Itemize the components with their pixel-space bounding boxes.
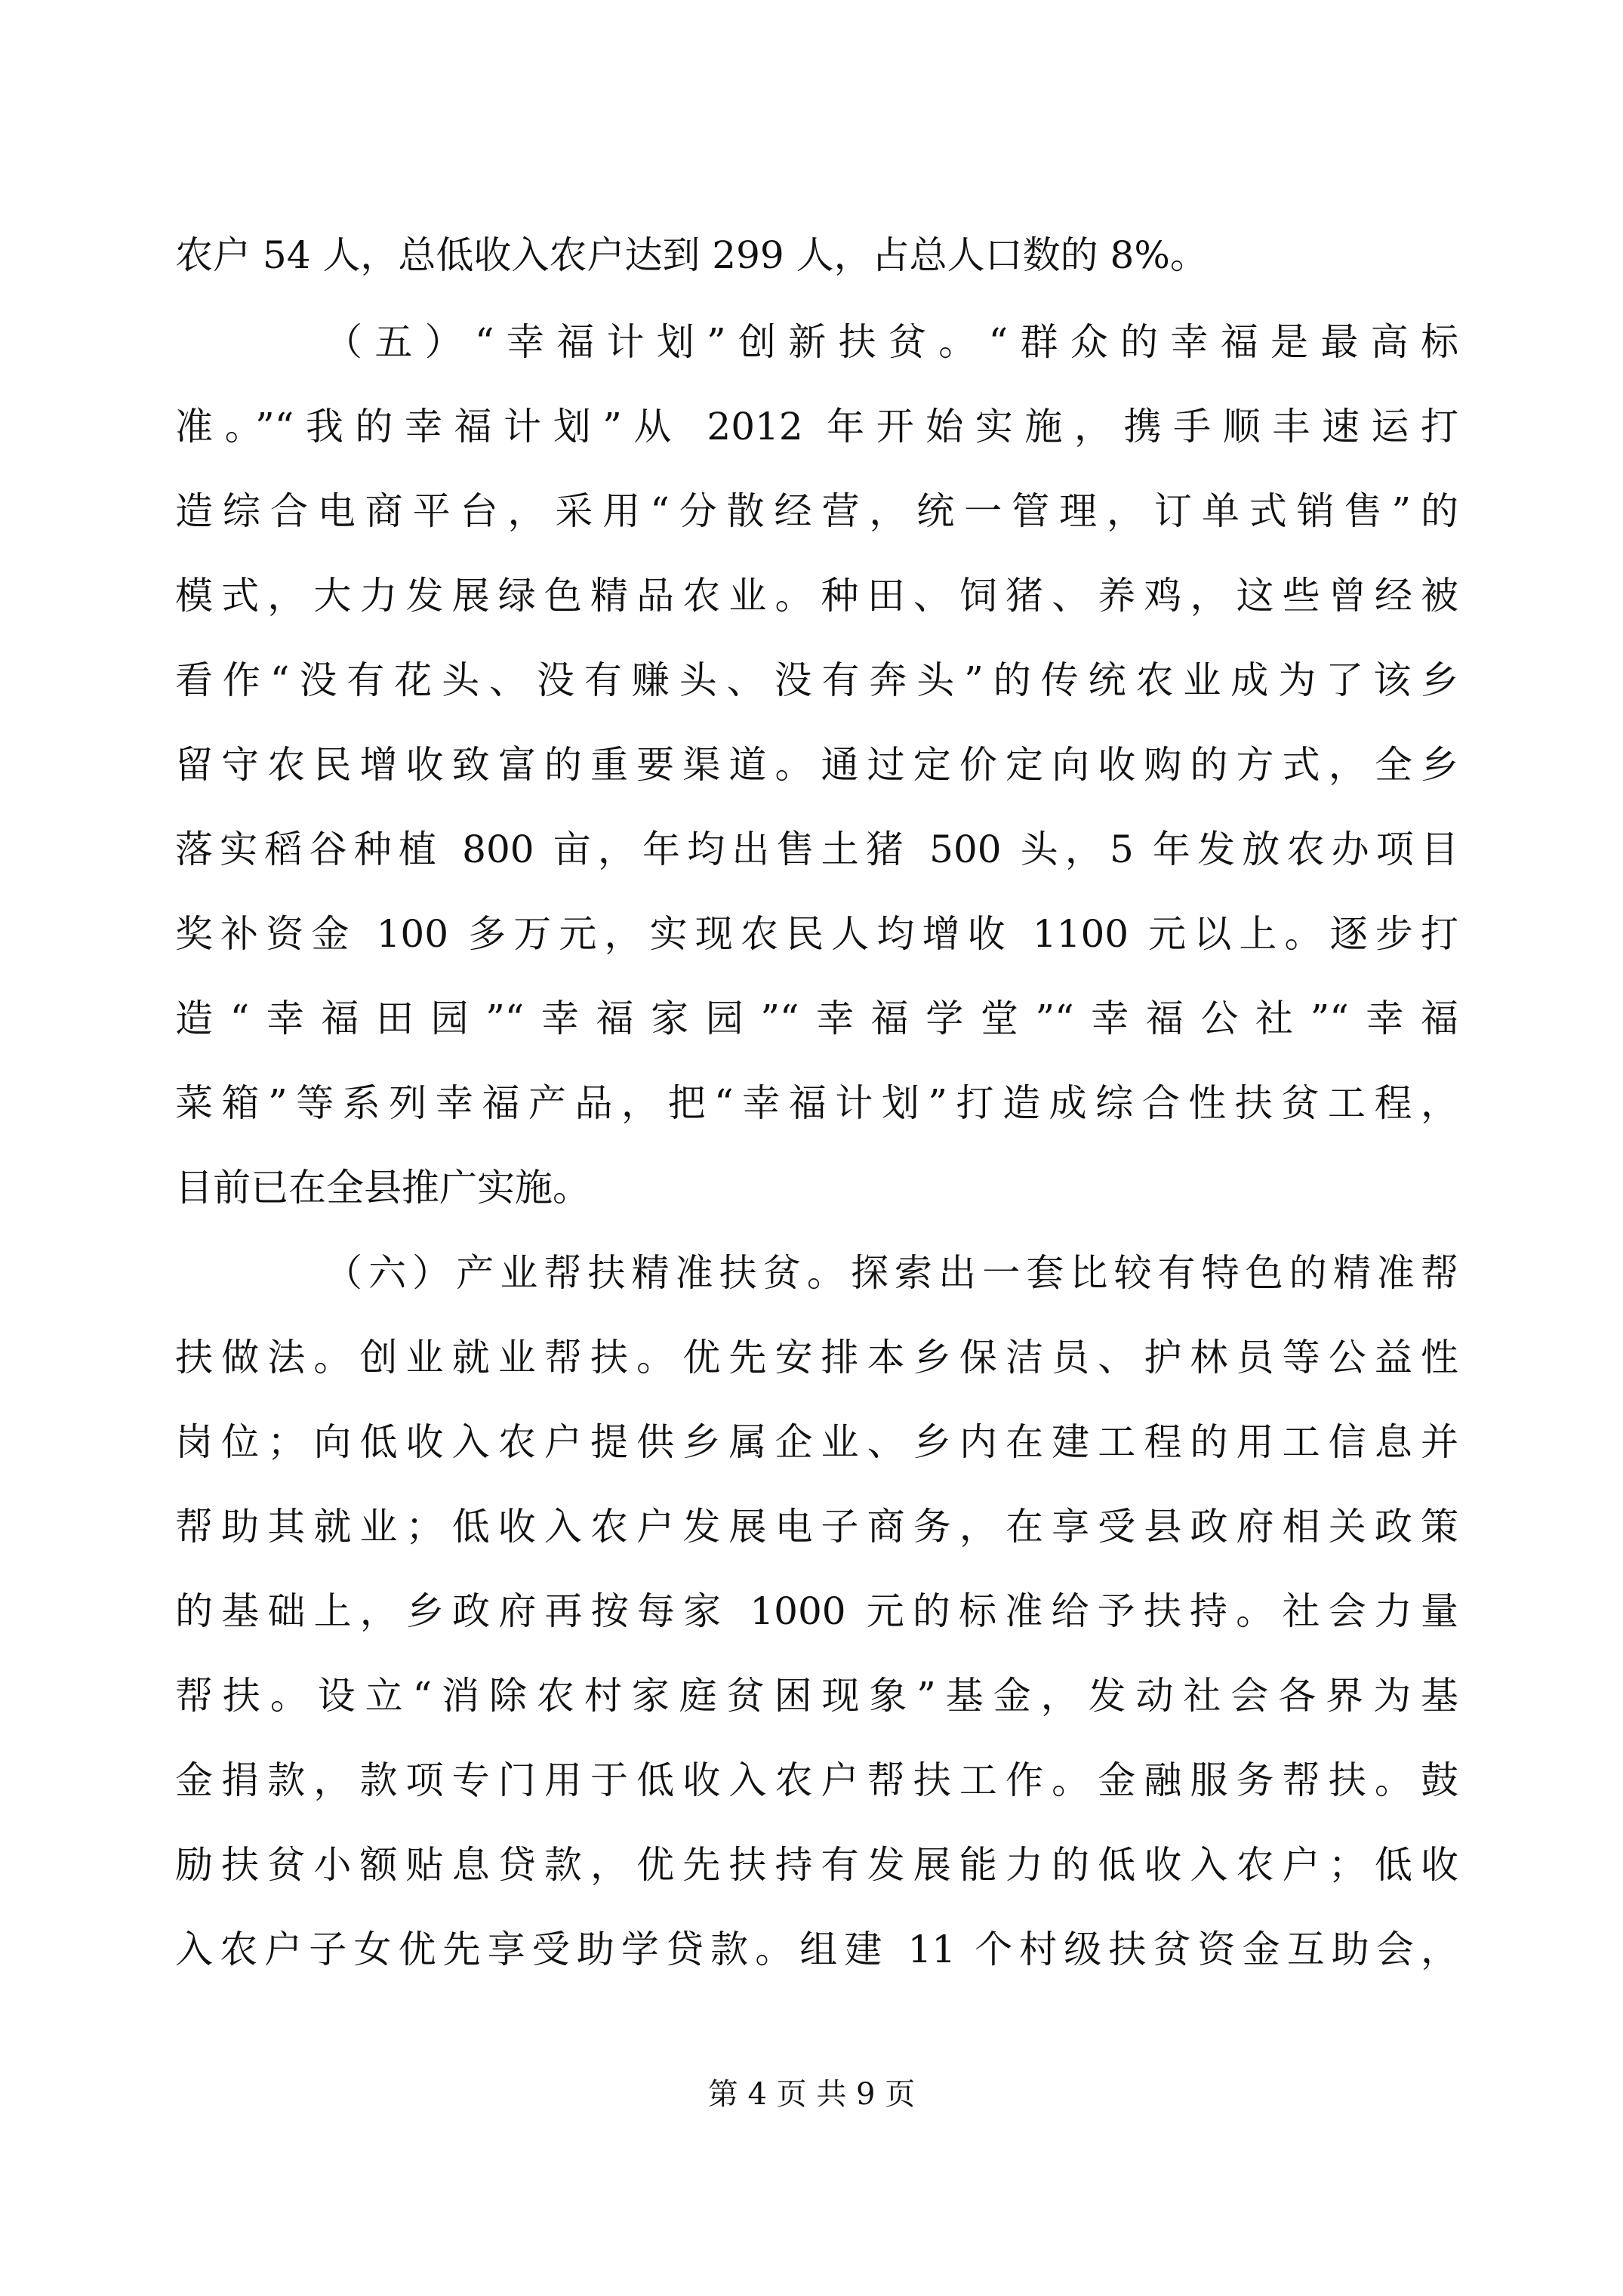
paragraph-line: 落实稻谷种植 800 亩，年均出售土猪 500 头，5 年发放农办项目 <box>175 827 1458 871</box>
paragraph-line: 模式，大力发展绿色精品农业。种田、饲猪、养鸡，这些曾经被 <box>175 574 1458 618</box>
paragraph-line: 准。”“我的幸福计划”从 2012 年开始实施，携手顺丰速运打 <box>175 405 1458 448</box>
paragraph-line: 看作“没有花头、没有赚头、没有奔头”的传统农业成为了该乡 <box>175 658 1458 702</box>
paragraph-line: 菜箱”等系列幸福产品，把“幸福计划”打造成综合性扶贫工程， <box>175 1081 1458 1125</box>
paragraph-line: 造综合电商平台，采用“分散经营，统一管理，订单式销售”的 <box>175 489 1458 533</box>
paragraph-line: 入农户子女优先享受助学贷款。组建 11 个村级扶贫资金互助会， <box>175 1928 1458 1971</box>
paragraph-line: 农户 54 人，总低收入农户达到 299 人，占总人口数的 8%。 <box>175 233 1208 277</box>
paragraph-line: 帮助其就业；低收入农户发展电子商务，在享受县政府相关政策 <box>175 1505 1458 1549</box>
paragraph-line: （六）产业帮扶精准扶贫。探索出一套比较有特色的精准帮 <box>325 1251 1458 1295</box>
paragraph-line: 目前已在全县推广实施。 <box>175 1166 590 1210</box>
paragraph-line: 扶做法。创业就业帮扶。优先安排本乡保洁员、护林员等公益性 <box>175 1336 1458 1379</box>
paragraph-line: 帮扶。设立“消除农村家庭贫困现象”基金，发动社会各界为基 <box>175 1674 1458 1718</box>
paragraph-line: （五）“幸福计划”创新扶贫。“群众的幸福是最高标 <box>325 320 1458 364</box>
paragraph-line: 的基础上，乡政府再按每家 1000 元的标准给予扶持。社会力量 <box>175 1589 1458 1633</box>
paragraph-line: 留守农民增收致富的重要渠道。通过定价定向收购的方式，全乡 <box>175 743 1458 787</box>
paragraph-line: 造“幸福田园”“幸福家园”“幸福学堂”“幸福公社”“幸福 <box>175 997 1458 1040</box>
paragraph-line: 奖补资金 100 多万元，实现农民人均增收 1100 元以上。逐步打 <box>175 912 1458 956</box>
page-footer <box>0 2072 1623 2117</box>
paragraph-line: 岗位；向低收入农户提供乡属企业、乡内在建工程的用工信息并 <box>175 1420 1458 1464</box>
paragraph-line: 金捐款，款项专门用于低收入农户帮扶工作。金融服务帮扶。鼓 <box>175 1758 1458 1802</box>
page-number-label: 第 4 页 共 9 页 <box>707 2077 916 2112</box>
paragraph-line: 励扶贫小额贴息贷款，优先扶持有发展能力的低收入农户；低收 <box>175 1843 1458 1887</box>
